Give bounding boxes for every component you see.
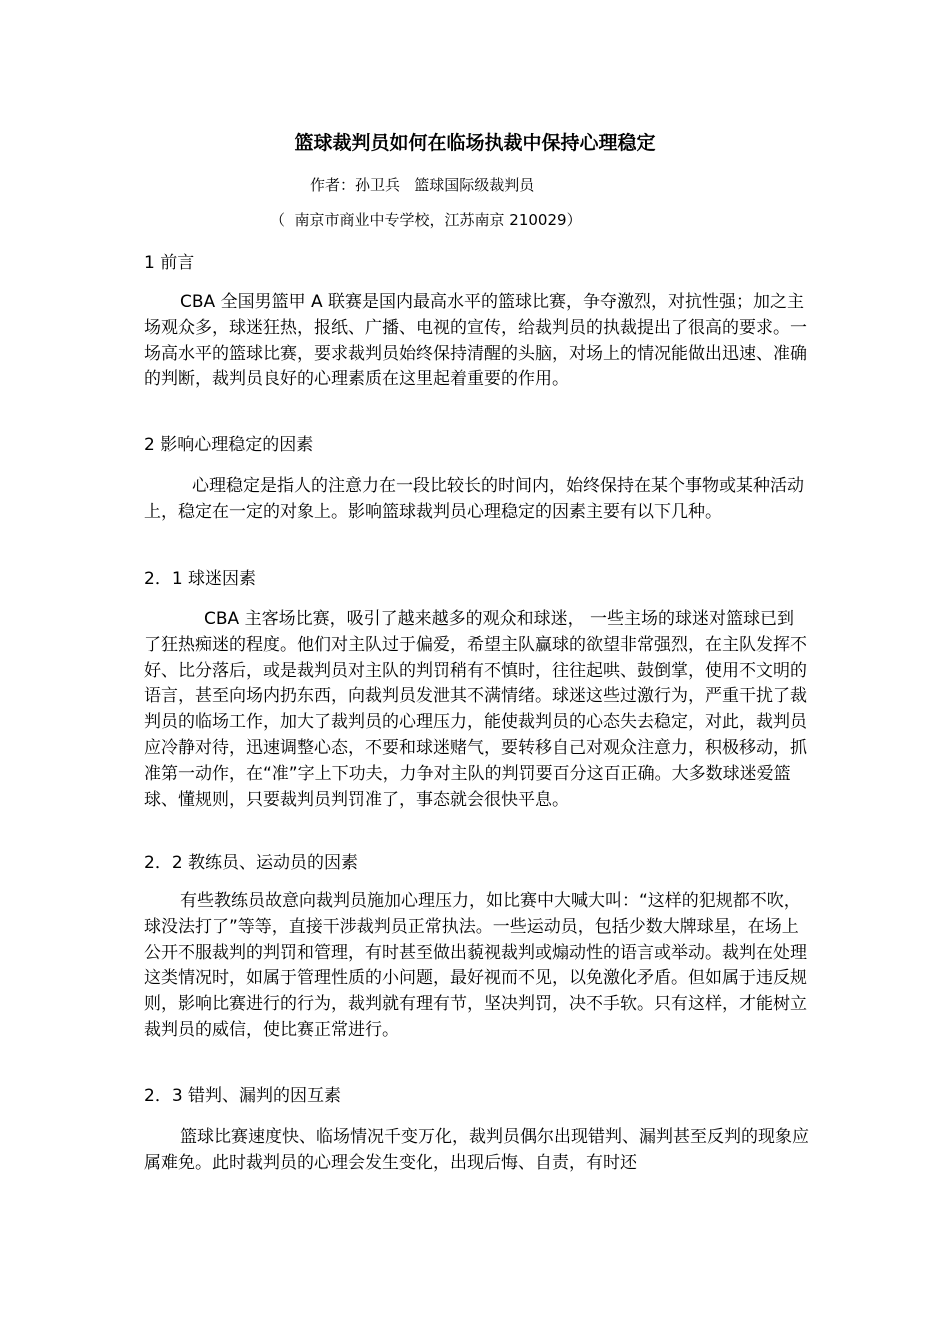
section-paragraph-fans: CBA 主客场比赛，吸引了越来越多的观众和球迷， 一些主场的球迷对篮球已到了狂热痴迷的程度。他们对主队过于偏爱，希望主队赢球的欲望非常强烈，在主队发挥不好、比分落后，或是裁判员对主队的判罚稍有不慎时，往往起哄、鼓倒掌，使用不文明的语言，甚至向场内扔东西，向裁判员发泄其不满情绪。球迷这些过激行为，严重干扰了裁判员的临场工作，加大了裁判员的心理压力，能使裁判员的心态失去稳定，对此，裁判员应冷静对待，迅速调整心态，不要和球迷赌气，要转移自己对观众注意力，积极移动，抓准第一动作，在“准”字上下功夫，力争对主队的判罚要百分这百正确。大多数球迷爱篮球、懂规则，只要裁判员判罚准了，事态就会很快平息。: [144, 609, 807, 810]
section-paragraph-intro: CBA 全国男篮甲 A 联赛是国内最高水平的篮球比赛，争夺激烈，对抗性强；加之主场观众多，球迷狂热，报纸、广播、电视的宣传，给裁判员的执裁提出了很高的要求。一场高水平的篮球比赛，要求裁判员始终保持清醒的头脑，对场上的情况能做出迅速、准确的判断，裁判员良好的心理素质在这里起着重要的作用。: [144, 292, 807, 390]
affiliation-line: （ 南京市商业中专学校，江苏南京 210029）: [270, 211, 582, 229]
document-title: 篮球裁判员如何在临场执裁中保持心理稳定: [294, 132, 656, 154]
section-heading-intro: 1 前言: [144, 253, 195, 273]
section-heading-misjudgment: 2．3 错判、漏判的因互素: [144, 1086, 342, 1106]
section-heading-factors: 2 影响心理稳定的因素: [144, 435, 314, 455]
section-paragraph-factors: 心理稳定是指人的注意力在一段比较长的时间内，始终保持在某个事物或某种活动上，稳定在一定的对象上。影响篮球裁判员心理稳定的因素主要有以下几种。: [144, 476, 804, 522]
section-paragraph-misjudgment: 篮球比赛速度快、临场情况千变万化，裁判员偶尔出现错判、漏判甚至反判的现象应属难免。此时裁判员的心理会发生变化，出现后悔、自责，有时还: [144, 1127, 809, 1173]
section-heading-fans: 2．1 球迷因素: [144, 569, 257, 589]
section-heading-coaches-players: 2．2 教练员、运动员的因素: [144, 853, 359, 873]
author-line: 作者：孙卫兵 篮球国际级裁判员: [310, 176, 535, 194]
section-paragraph-coaches-players: 有些教练员故意向裁判员施加心理压力，如比赛中大喊大叫：“这样的犯规都不吹，球没法打了”等等，直接干涉裁判员正常执法。一些运动员，包括少数大牌球星，在场上公开不服裁判的判罚和管理，有时甚至做出藐视裁判或煽动性的语言或举动。裁判在处理这类情况时，如属于管理性质的小问题，最好视而不见，以免激化矛盾。但如属于违反规则，影响比赛进行的行为，裁判就有理有节，坚决判罚，决不手软。只有这样，才能树立裁判员的威信，使比赛正常进行。: [144, 891, 807, 1040]
